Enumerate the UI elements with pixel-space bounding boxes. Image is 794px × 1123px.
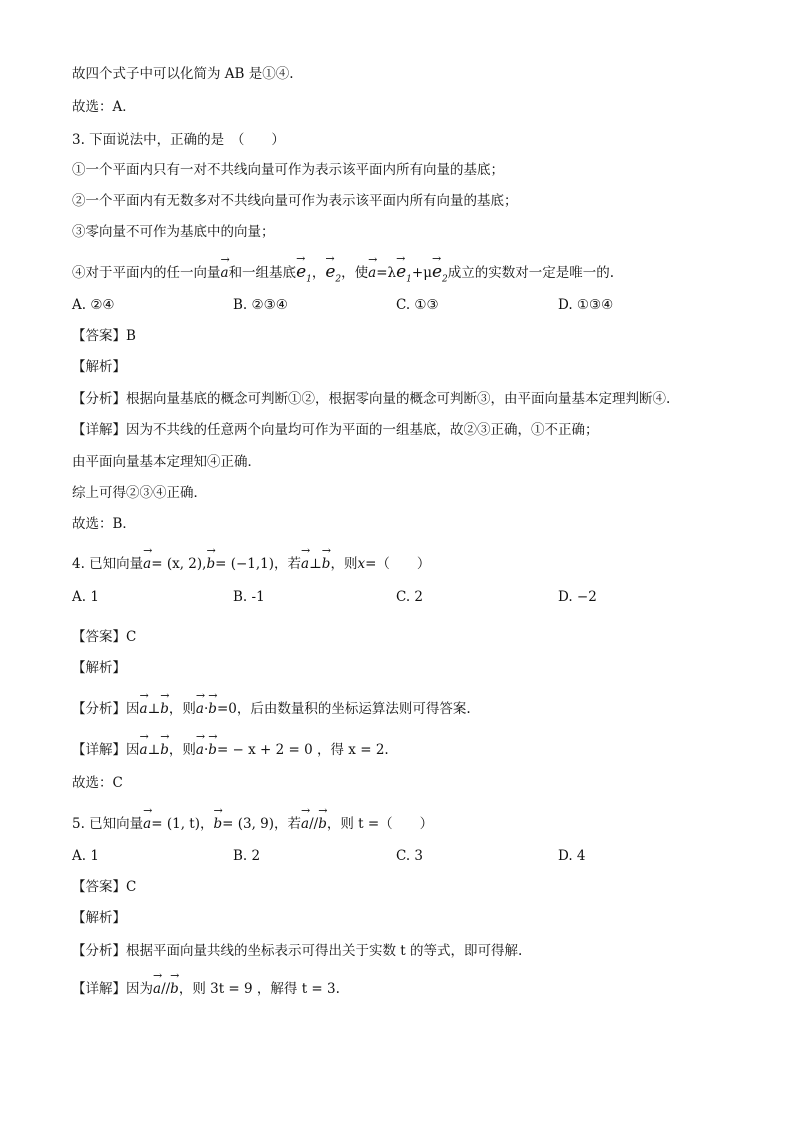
analysis-text: 【分析】根据向量基底的概念可判断①②，根据零向量的概念可判断③，由平面向量基本定理判断④.	[72, 391, 671, 407]
vector-e: → $e_2$	[325, 258, 341, 289]
text: 5. 已知向量	[72, 816, 144, 832]
option-d: D. ①③④	[558, 297, 614, 313]
text: =（ ）	[365, 556, 431, 572]
analysis-text	[72, 695, 471, 719]
vector-b: → b	[322, 550, 331, 574]
analysis-label: 【解析】	[72, 910, 126, 926]
question-4-options	[72, 587, 732, 607]
text: 4. 已知向量	[72, 556, 144, 572]
option-a: A. 1	[72, 589, 99, 605]
text: 【分析】因	[72, 701, 140, 717]
text: 【详解】因	[72, 742, 140, 758]
vector-a: → a	[143, 550, 151, 574]
option-d: D. 4	[558, 848, 586, 864]
text: ④对于平面内的任一向量	[72, 265, 221, 281]
detail-text: 【详解】因为不共线的任意两个向量均可作为平面的一组基底，故②③正确，①不正确；	[72, 422, 599, 438]
vector-a: → a	[143, 810, 151, 834]
vector-b: → b	[208, 736, 217, 760]
option-b: B. 2	[233, 848, 261, 864]
text-line: 故四个式子中可以化简为 AB 是①④.	[72, 66, 294, 82]
text: =λ	[376, 265, 397, 281]
text: ，则 3t = 9 ，解得 t = 3.	[178, 981, 340, 997]
text: = (−1,1)，若	[215, 556, 302, 572]
option-c: C. ①③	[396, 297, 439, 313]
perp-symbol: ⊥	[309, 556, 322, 572]
question-4-stem	[72, 550, 430, 574]
choice-text: 故选：C	[72, 775, 123, 791]
dot-symbol: ·	[203, 742, 209, 758]
vector-b: → b	[170, 975, 179, 999]
option-a: A. 1	[72, 848, 99, 864]
vector-e: → $e_1$	[296, 258, 312, 289]
text: 成立的实数对一定是唯一的.	[447, 265, 615, 281]
answer-label: 【答案】C	[72, 879, 137, 895]
vector-a: → a	[153, 975, 161, 999]
text: ，则	[168, 742, 196, 758]
vector-b: → b	[213, 810, 222, 834]
text: +μ	[411, 265, 432, 281]
text: 【详解】因为	[72, 981, 153, 997]
vector-a: → a	[196, 695, 204, 719]
vector-b: → b	[160, 736, 169, 760]
detail-text	[72, 736, 389, 760]
vector-a: → a	[301, 810, 309, 834]
text: ，	[311, 265, 326, 281]
question-3-stem: 3. 下面说法中，正确的是 （ ）	[72, 132, 285, 148]
text: 和一组基底	[228, 265, 297, 281]
detail-text	[72, 975, 340, 999]
vector-b: → b	[318, 810, 327, 834]
answer-label: 【答案】B	[72, 328, 136, 344]
option-a: A. ②④	[72, 297, 115, 313]
vector-a: → a	[140, 695, 148, 719]
perp-symbol: ⊥	[147, 742, 161, 758]
text: = (3, 9)，若	[222, 816, 302, 832]
option-c: C. 2	[396, 589, 424, 605]
option-b: B. -1	[233, 589, 265, 605]
text: ，则	[330, 556, 358, 572]
text: = (x, 2),	[151, 556, 207, 572]
parallel-symbol: //	[161, 981, 171, 997]
text: ，则	[168, 701, 196, 717]
vector-a: → a	[221, 259, 229, 283]
detail-text: 由平面向量基本定理知④正确．	[72, 454, 261, 470]
vector-b: → b	[208, 695, 217, 719]
vector-a: → a	[301, 550, 309, 574]
summary-text: 综上可得②③④正确．	[72, 485, 207, 501]
parallel-symbol: //	[309, 816, 319, 832]
variable-x: x	[357, 556, 366, 572]
question-3-options	[72, 295, 732, 315]
perp-symbol: ⊥	[147, 701, 161, 717]
vector-b: → b	[206, 550, 215, 574]
answer-label: 【答案】C	[72, 629, 137, 645]
analysis-label: 【解析】	[72, 359, 126, 375]
statement-3: ③零向量不可作为基底中的向量；	[72, 224, 275, 240]
statement-2: ②一个平面内有无数多对不共线向量可作为表示该平面内所有向量的基底；	[72, 193, 518, 209]
choice-text: 故选：B．	[72, 516, 136, 532]
text: =0，后由数量积的坐标运算法则可得答案.	[216, 701, 471, 717]
option-b: B. ②③④	[233, 297, 288, 313]
dot-symbol: ·	[203, 701, 209, 717]
question-5-options	[72, 846, 732, 866]
option-d: D. −2	[558, 589, 597, 605]
statement-1: ①一个平面内只有一对不共线向量可作为表示该平面内所有向量的基底；	[72, 162, 504, 178]
text: = − x + 2 = 0 ，得 x = 2.	[216, 742, 389, 758]
text: ，则 t =（ ）	[326, 816, 434, 832]
text: = (1, t)，	[151, 816, 214, 832]
vector-a: → a	[196, 736, 204, 760]
text-line: 故选：A．	[72, 99, 136, 115]
vector-b: → b	[160, 695, 169, 719]
statement-4	[72, 258, 614, 289]
option-c: C. 3	[396, 848, 424, 864]
vector-a: → a	[368, 259, 376, 283]
analysis-text: 【分析】根据平面向量共线的坐标表示可得出关于实数 t 的等式，即可得解.	[72, 943, 523, 959]
analysis-label: 【解析】	[72, 660, 126, 676]
vector-e: → $e_1$	[396, 258, 412, 289]
vector-e: → $e_2$	[432, 258, 448, 289]
question-5-stem	[72, 810, 433, 834]
text: ，使	[341, 265, 369, 281]
vector-a: → a	[140, 736, 148, 760]
